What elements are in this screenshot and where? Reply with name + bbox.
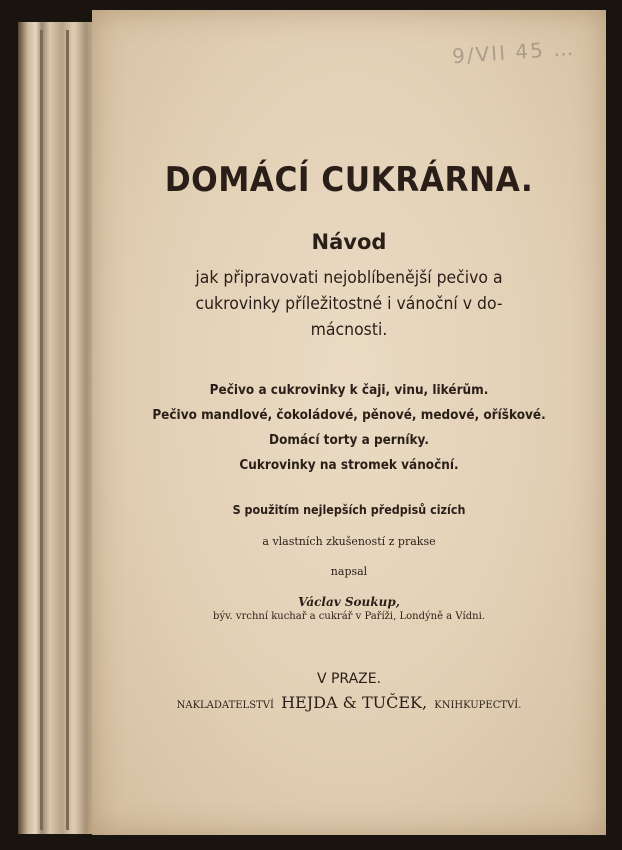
page-edge-line <box>40 30 43 830</box>
author-name: Václav Soukup, <box>298 595 400 609</box>
sources-line-2: a vlastních zkušeností z prakse <box>262 535 436 548</box>
pencil-note: 9/VII 45 … <box>451 35 576 69</box>
intro-line: cukrovinky příležitostné i vánoční v do- <box>195 294 503 313</box>
publisher-line <box>92 693 606 712</box>
author-bio: býv. vrchní kuchař a cukrář v Paříži, Londýně a Vídni. <box>213 611 485 622</box>
publisher-type: KNIHKUPECTVÍ. <box>434 700 522 711</box>
intro-line: mácnosti. <box>310 320 388 339</box>
book-spine-page-edges <box>18 22 98 834</box>
book-subtitle: Návod <box>311 230 387 254</box>
intro-line: jak připravovati nejoblíbenější pečivo a <box>195 268 503 287</box>
publisher-name: HEJDA & TUČEK, <box>281 693 428 712</box>
publisher-label: NAKLADATELSTVÍ <box>176 700 274 711</box>
contents-line: Pečivo mandlové, čokoládové, pěnové, medové, oříškové. <box>152 408 546 423</box>
page-edge-line <box>66 30 69 830</box>
title-page <box>92 10 606 835</box>
contents-line: Pečivo a cukrovinky k čaji, vinu, likérům. <box>209 383 489 398</box>
publication-place: V PRAZE. <box>316 671 382 687</box>
sources-line: S použitím nejlepších předpisů cizích <box>232 503 466 517</box>
intro-text <box>105 265 593 343</box>
contents-line: Cukrovinky na stromek vánoční. <box>239 458 459 473</box>
written-by: napsal <box>330 565 368 578</box>
contents-list <box>110 378 588 478</box>
contents-line: Domácí torty a perníky. <box>269 433 429 448</box>
book-title: DOMÁCÍ CUKRÁRNA. <box>164 160 534 200</box>
